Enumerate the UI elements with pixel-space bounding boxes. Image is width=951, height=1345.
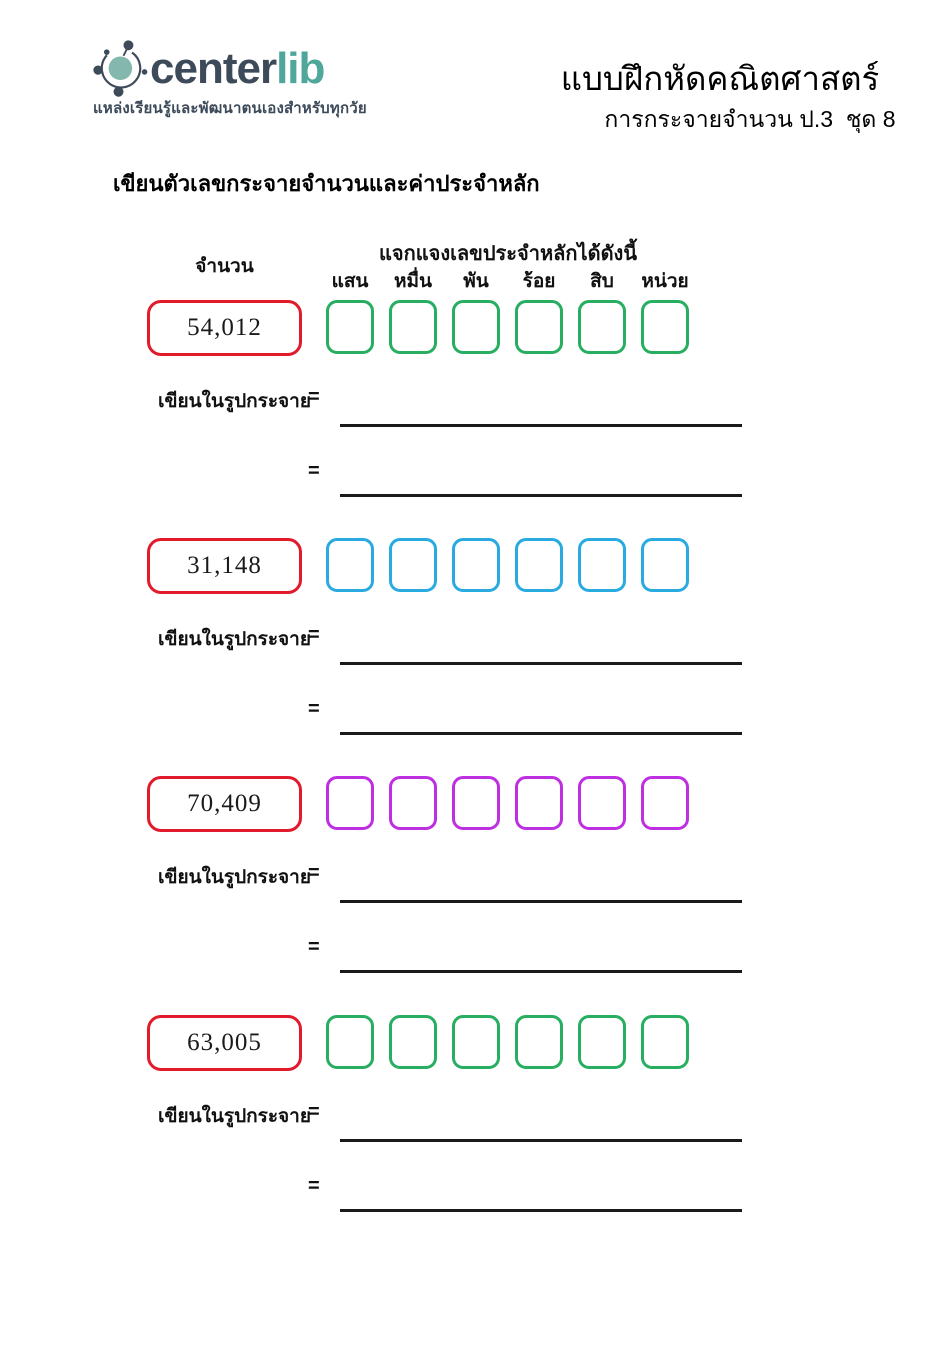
- place-label-hundreds: ร้อย: [522, 271, 556, 292]
- centerlib-brand: [150, 44, 324, 94]
- number-box: [147, 538, 302, 594]
- equals-sign: =: [308, 936, 320, 958]
- digit-box[interactable]: [326, 300, 374, 354]
- digit-box[interactable]: [578, 776, 626, 830]
- page-subtitle: การกระจายจำนวน ป.3 ชุด 8: [604, 106, 896, 132]
- digit-box[interactable]: [515, 538, 563, 592]
- equals-sign: =: [308, 1175, 320, 1197]
- answer-line[interactable]: [340, 970, 742, 973]
- digit-box[interactable]: [578, 1015, 626, 1069]
- digit-box-row: [326, 776, 689, 830]
- expanded-form-label: เขียนในรูปกระจาย: [158, 391, 311, 412]
- expanded-form-label: เขียนในรูปกระจาย: [158, 629, 311, 650]
- number-value: 63,005: [187, 1029, 262, 1056]
- digit-box[interactable]: [515, 1015, 563, 1069]
- brand-text-lib: lib: [276, 44, 325, 93]
- problem-row-2: [0, 538, 951, 768]
- expanded-form-label: เขียนในรูปกระจาย: [158, 1106, 311, 1127]
- digit-box[interactable]: [389, 1015, 437, 1069]
- problem-row-3: [0, 776, 951, 1006]
- problem-row-1: [0, 300, 951, 530]
- digit-box[interactable]: [326, 1015, 374, 1069]
- column-header-number: จำนวน: [195, 256, 254, 277]
- answer-line[interactable]: [340, 662, 742, 665]
- digit-box[interactable]: [515, 776, 563, 830]
- equals-sign: =: [308, 624, 320, 646]
- digit-box[interactable]: [452, 776, 500, 830]
- digit-box[interactable]: [578, 538, 626, 592]
- number-box: [147, 300, 302, 356]
- digit-box[interactable]: [578, 300, 626, 354]
- digit-box[interactable]: [452, 1015, 500, 1069]
- place-label-units: หน่วย: [641, 271, 689, 292]
- equals-sign: =: [308, 1101, 320, 1123]
- page-title: แบบฝึกหัดคณิตศาสตร์: [560, 60, 880, 97]
- equals-sign: =: [308, 698, 320, 720]
- digit-box[interactable]: [641, 538, 689, 592]
- logo-tagline: แหล่งเรียนรู้และพัฒนาตนเองสำหรับทุกวัย: [93, 100, 367, 117]
- digit-box[interactable]: [389, 300, 437, 354]
- place-label-ten-thousands: หมื่น: [393, 271, 433, 292]
- digit-box[interactable]: [389, 776, 437, 830]
- digit-box[interactable]: [452, 300, 500, 354]
- brand-text-center: center: [150, 44, 277, 93]
- digit-box-row: [326, 538, 689, 592]
- number-value: 54,012: [187, 314, 262, 341]
- answer-line[interactable]: [340, 1139, 742, 1142]
- place-value-header-row: [326, 266, 689, 296]
- digit-box[interactable]: [326, 776, 374, 830]
- place-label-hundred-thousands: แสน: [331, 271, 369, 292]
- equals-sign: =: [308, 386, 320, 408]
- instruction-text: เขียนตัวเลขกระจายจำนวนและค่าประจำหลัก: [113, 171, 540, 196]
- digit-box-row: [326, 300, 689, 354]
- number-box: [147, 1015, 302, 1071]
- number-value: 31,148: [187, 552, 262, 579]
- number-box: [147, 776, 302, 832]
- problem-row-4: [0, 1015, 951, 1245]
- digit-box[interactable]: [641, 1015, 689, 1069]
- expanded-form-label: เขียนในรูปกระจาย: [158, 867, 311, 888]
- place-label-tens: สิบ: [590, 271, 614, 292]
- answer-line[interactable]: [340, 494, 742, 497]
- digit-box[interactable]: [641, 776, 689, 830]
- digit-box[interactable]: [515, 300, 563, 354]
- column-header-decompose: แจกแจงเลขประจำหลักได้ดังนี้: [378, 243, 637, 265]
- digit-box[interactable]: [641, 300, 689, 354]
- digit-box[interactable]: [452, 538, 500, 592]
- answer-line[interactable]: [340, 1209, 742, 1212]
- answer-line[interactable]: [340, 424, 742, 427]
- centerlib-logo-icon: [90, 36, 152, 98]
- digit-box[interactable]: [389, 538, 437, 592]
- number-value: 70,409: [187, 790, 262, 817]
- digit-box-row: [326, 1015, 689, 1069]
- answer-line[interactable]: [340, 732, 742, 735]
- answer-line[interactable]: [340, 900, 742, 903]
- place-label-thousands: พัน: [463, 271, 489, 292]
- equals-sign: =: [308, 862, 320, 884]
- digit-box[interactable]: [326, 538, 374, 592]
- equals-sign: =: [308, 460, 320, 482]
